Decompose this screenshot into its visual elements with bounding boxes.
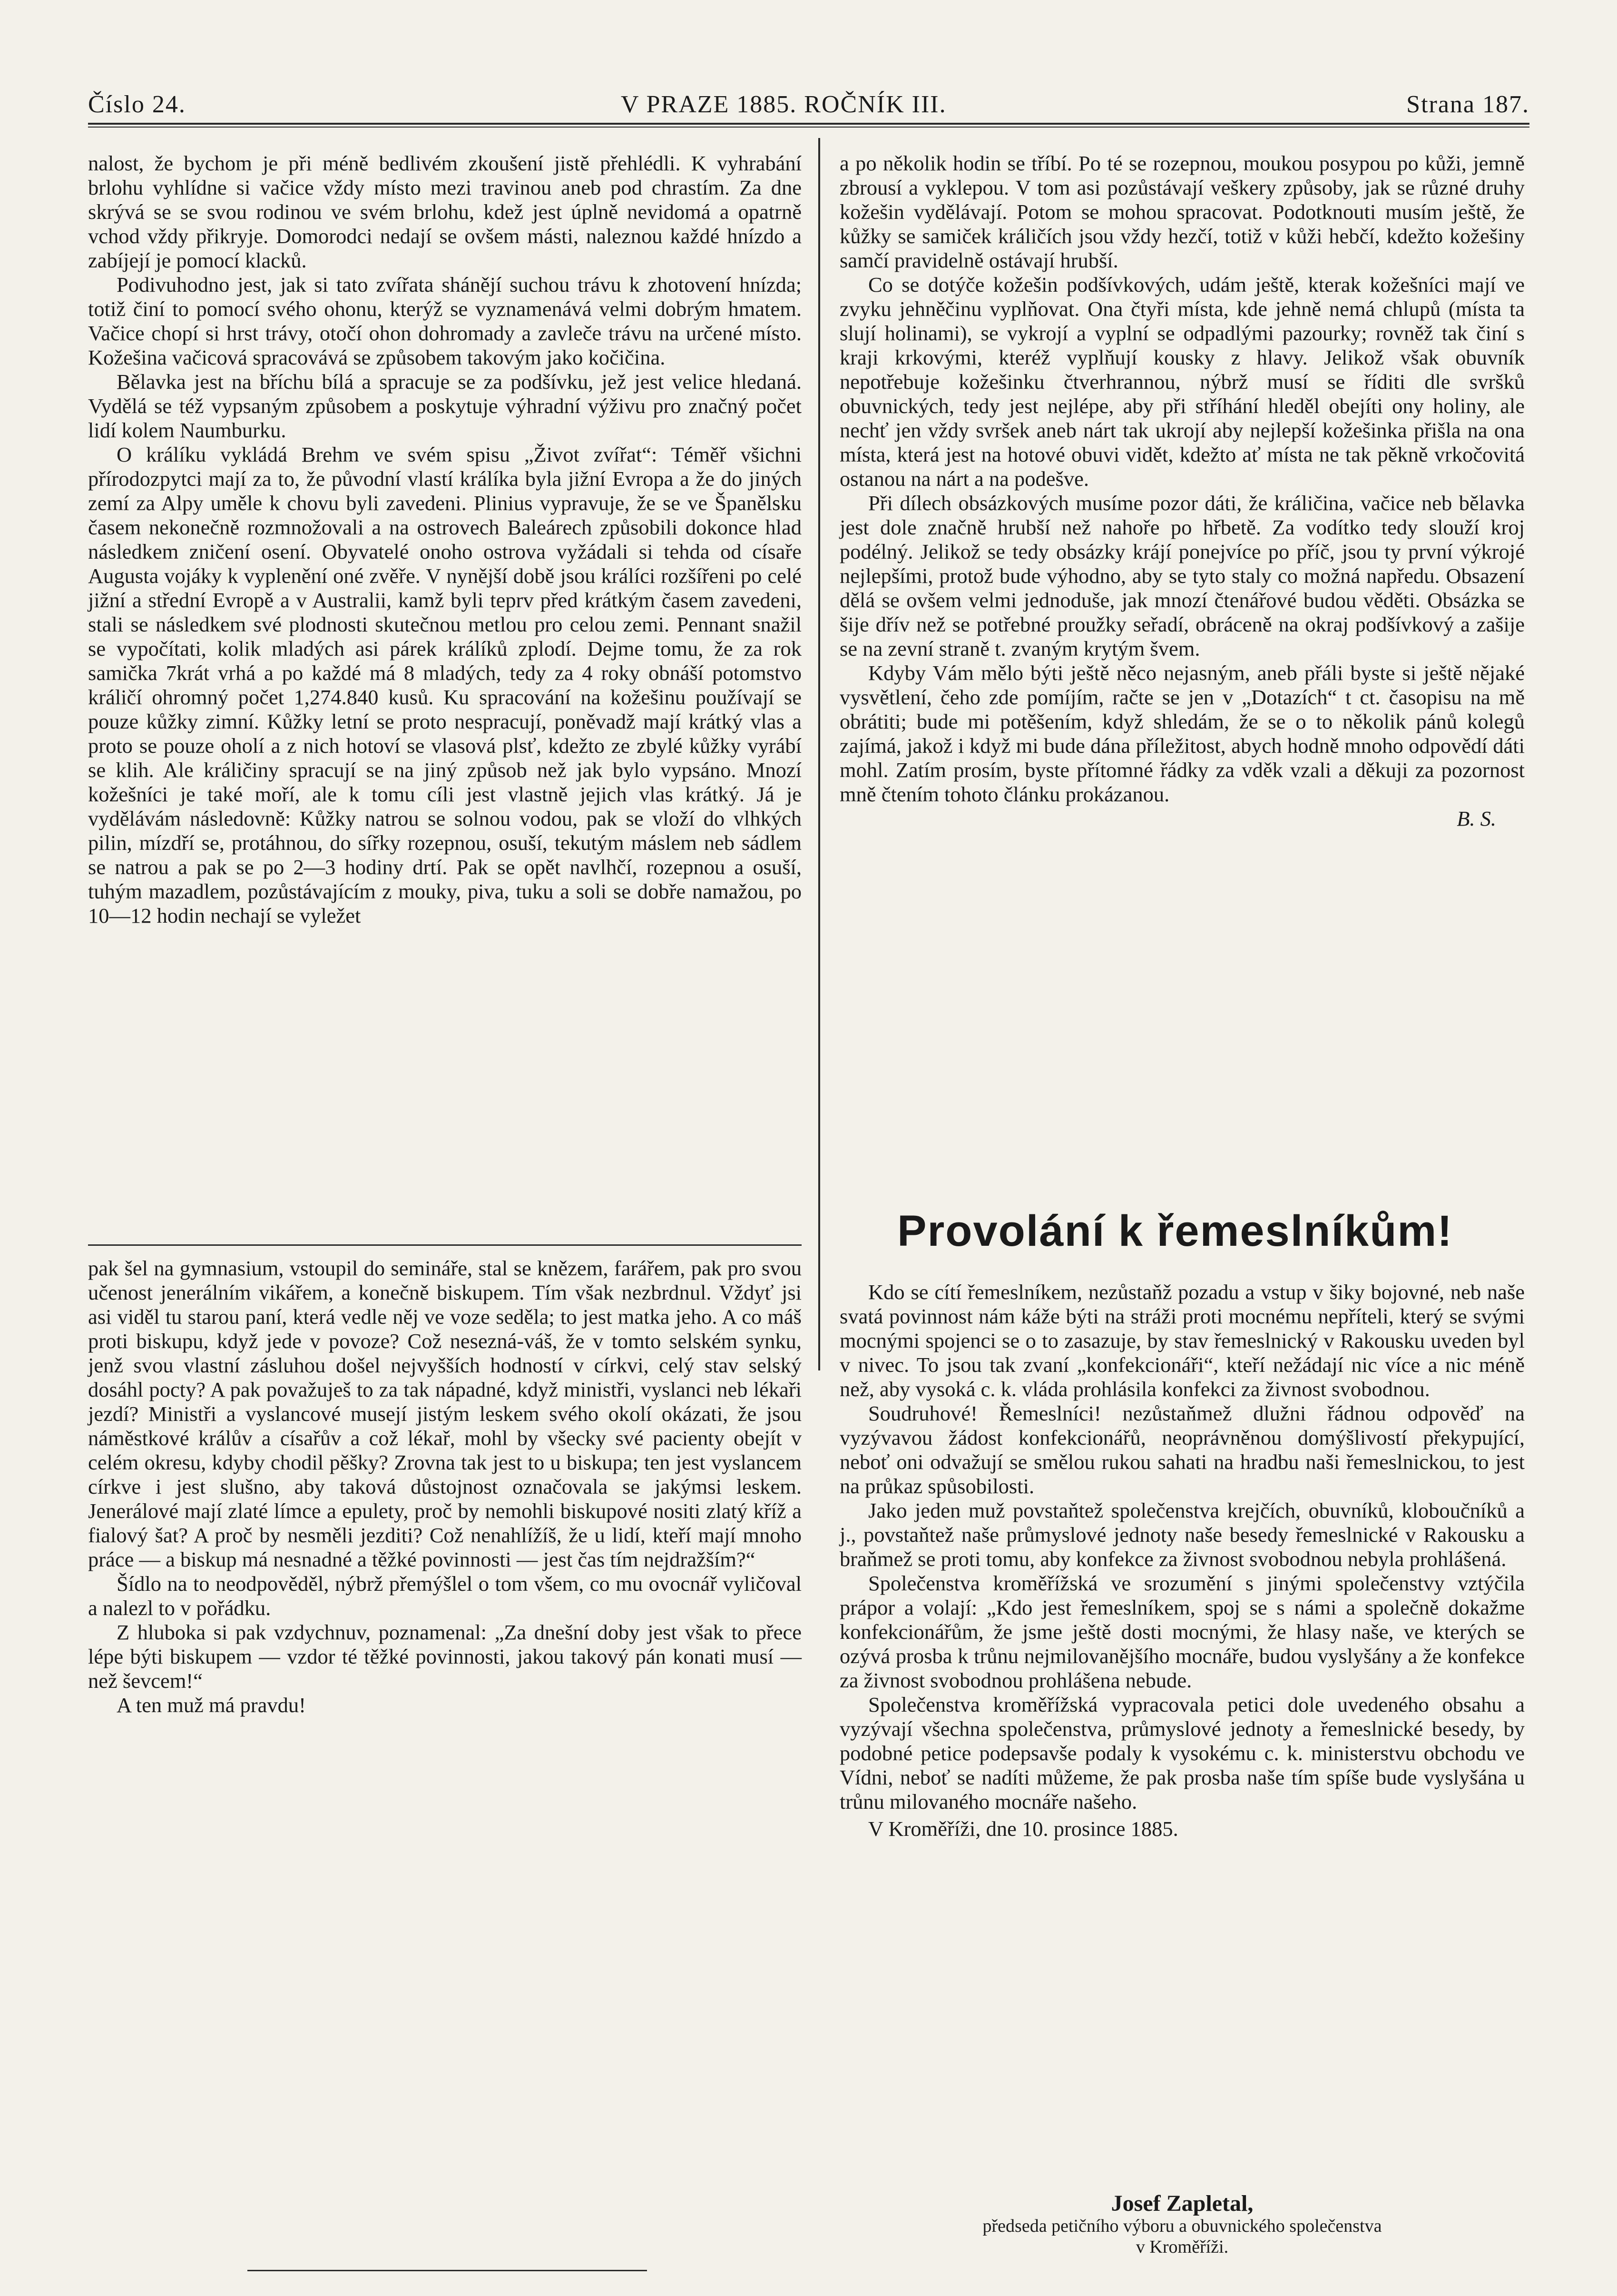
page-number: Strana 187.: [1406, 91, 1529, 118]
header-rule-thin: [88, 127, 1529, 128]
paragraph: a po několik hodin se tříbí. Po té se rozepnou, moukou posypou po kůži, jemně zbrousí a vyklepou. V tom asi pozůstávají veškery způsoby, jak se různé druhy kožešin vydělávají. Potom se mohou spracovat. Podotknouti musím ještě, že kůžky se samiček králičích jsou vždy hezčí, totiž v kůži hebčí, kdežto kožešiny samčí pravidelně ostávají hrubší.: [840, 151, 1525, 272]
paragraph: Kdo se cítí řemeslníkem, nezůstaňž pozadu a vstup v šiky bojovné, neb naše svatá povinnost nám káže býti na stráži proti mocnému nepříteli, který se svými mocnými spojenci se o to zasazuje, by stav řemeslnický v Rakousku uveden byl v nivec. To jsou tak zvaní „konfekcionáři“, kteří nežádají nic více a nic méně než, aby vysoká c. k. vláda prohlásila konfekci za živnost svobodnou.: [840, 1280, 1525, 1401]
paragraph: O králíku vykládá Brehm ve svém spisu „Život zvířat“: Téměř všichni přírodozpytci mají za to, že původní vlastí králíka byla jižní Evropa a že do jiných zemí za Alpy uměle k chovu byli zavedeni. Plinius vypravuje, že se ve Španělsku časem nekonečně rozmnožovali a na ostrovech Baleárech způsobili dokonce hlad následkem zničení osení. Obyvatelé onoho ostrova vyžádali si tehda od císaře Augusta vojáky k vyplenění oné zvěře. V nynější době jsou králíci rozšířeni po celé jižní a střední Evropě a v Australii, kamž byli teprv před krátkým časem zavedeni, stali se následkem své plodnosti skutečnou metlou pro celou zemi. Pennant snažil se vypočítati, kolik mladých asi párek králíků zplodí. Dejme tomu, že za rok samička 7krát vrhá a po každé má 8 mladých, tedy za 4 roky obnáší potomstvo králičí ohromný počet 1,274.840 kusů. Ku spracování na kožešinu používají se pouze kůžky zimní. Kůžky letní se proto nespracují, poněvadž mají krátký vlas a proto se pouze oholí a z nich hotoví se vlasová plsť, kdežto ze zbylé kůžky vyrábí se klih. Ale králičiny spracují se na jiný způsob než jak bylo vypsáno. Mnozí kožešníci je také moří, ale k tomu cíli jest vlastně jejich vlas krátký. Já je vydělávám následovně: Kůžky natrou se solnou vodou, pak se vloží do vlhkých pilin, mízdří se, protáhnou, do sířky rozepnou, osuší, tekutým máslem neb sádlem se natrou a pak se po 2—3 hodiny drtí. Pak se opět navlhčí, rozepnou a osuší, tuhým mazadlem, pozůstávajícím z mouky, piva, tuku a soli se dobře namažou, po 10—12 hodin nechají se vyležet: [88, 443, 802, 927]
signer-role: předseda petičního výboru a obuvnického společenstva: [982, 2216, 1382, 2236]
paragraph: Bělavka jest na bříchu bílá a spracuje se za podšívku, jež jest velice hledaná. Vydělá se též vypsaným způsobem a poskytuje výhradní výživu pro značný počet lidí kolem Naumburku.: [88, 370, 802, 442]
page-header: [88, 81, 1529, 124]
paragraph: Společenstva kroměřížská ve srozumění s jinými společenstvy vztýčila prápor a volají: „Kdo jest řemeslníkem, spoj se s námi a společně dokažme konfekcionářům, že jsme ještě dosti mocnými, že hlasy naše, ve kterých se ozývá prosba k trůnu nejmilovanějšího mocnáře, budou vyslyšány a že konfekce za živnost svobodnou prohlášena nebude.: [840, 1571, 1525, 1692]
right-column-top: [840, 151, 1525, 831]
column-divider: [818, 138, 820, 1370]
paragraph: Soudruhové! Řemeslníci! nezůstaňmež dlužni řádnou odpověď na vyzývavou žádost konfekcionářů, neoprávněnou domýšlivostí překypující, neboť oni odvažují se smělou rukou sahati na hradbu naši řemeslnickou, to jest na průkaz spůsobilosti.: [840, 1401, 1525, 1498]
paragraph: Co se dotýče kožešin podšívkových, udám ještě, kterak kožešníci mají ve zvyku jehněčinu vyplňovat. Ona čtyři místa, kde jehně nemá chlupů (místa ta slují holinami), se vykrojí a vyplní se odpadlými pazourky; rovněž tak činí s kraji krkovými, kteréž vyplňují kousky z hlavy. Jelikož však obuvník nepotřebuje kožešinku čtverhrannou, nýbrž musí se říditi dle svršků obuvnických, tedy jest nejlépe, aby při stříhání hleděl obejíti ony holiny, ale nechť jen vždy svršek aneb nárt tak ukrojí aby nejlepší kožešinka přišla na ona místa, která jest na hotové obuvi vidět, kdežto ať místa ne tak pěkně vrkočovitá ostanou na nárt a na podešve.: [840, 273, 1525, 491]
header-rule: [88, 123, 1529, 125]
paragraph: Kdyby Vám mělo býti ještě něco nejasným, aneb přáli byste si ještě nějaké vysvětlení, čeho zde pomíjím, račte se jen v „Dotazích“ t ct. časopisu na mě obrátiti; bude mi potěšením, když shledám, že se o to několik pánů kolegů zajímá, jakož i když mi bude dána příležitost, abych hodně mnoho odpovědí dáti mohl. Zatím prosím, byste přítomné řádky za vděk vzali a děkuji za pozornost mně čtením tohoto článku prokázanou.: [840, 661, 1525, 806]
paragraph: Společenstva kroměřížská vypracovala petici dole uvedeného obsahu a vyzývají všechna společenstva, průmyslové jednoty a řemeslnické besedy, by podobné petice podepsavše podaly k vysokému c. k. ministerstvu obchodu ve Vídni, neboť se nadíti můžeme, že pak prosba naše tím spíše bude vyslyšána u trůnu milovaného mocnáře našeho.: [840, 1693, 1525, 1813]
paragraph: Jako jeden muž povstaňtež společenstva krejčích, obuvníků, kloboučníků a j., povstaňtež naše průmyslové jednoty naše besedy řemeslnické v Rakousku a braňmež se proti tomu, aby konfekce za živnost svobodnou nebyla prohlášená.: [840, 1498, 1525, 1571]
paragraph: nalost, že bychom je při méně bedlivém zkoušení jistě přehlédli. K vyhrabání brlohu vyhlídne si vačice vždy místo mezi travinou aneb pod chrastím. Za dne skrývá se se svou rodinou ve svém brlohu, kdež jest úplně nevidomá a opatrně vchod vždy přikryje. Domorodci nedají se ovšem másti, naleznou každé hnízdo a zabíjejí je pomocí klacků.: [88, 151, 802, 272]
author-initials: B. S.: [1457, 807, 1496, 830]
paragraph: Při dílech obsázkových musíme pozor dáti, že králičina, vačice neb bělavka jest dole značně hrubší než nahoře po hřbetě. Za vodítko tedy slouží kroj podélný. Jelikož se tedy obsázky krájí ponejvíce po příč, jsou ty první výkrojé nejlepšími, protož bude výhodno, aby se tyto staly co možná napředu. Obsazení dělá se ovšem velmi jednoduše, jak mnozí čtenářové budou věděti. Obsázka se šije dřív než se potřebné proužky seřadí, obráceně na okraj podšívkový a zašije se na zevní straně t. zvaným krytým švem.: [840, 491, 1525, 660]
issue-number: Číslo 24.: [88, 91, 186, 118]
paragraph: Podivuhodno jest, jak si tato zvířata shánějí suchou trávu k zhotovení hnízda; totiž činí to pomocí svého ohonu, kterýž se vyznamenává velmi dobrým hmatem. Vačice chopí si hrst trávy, otočí ohon dohromady a zavleče trávu na určené místo. Kožešina vačicová spracovává se způsobem takovým jako kočičina.: [88, 273, 802, 369]
appeal-title: Provolání k řemeslníkům!: [897, 1207, 1453, 1255]
right-column-appeal: [840, 1280, 1525, 1841]
paragraph: pak šel na gymnasium, vstoupil do semináře, stal se knězem, farářem, pak pro svou učenost jenerálním vikářem, a konečně biskupem. Tím však nezbrdnul. Vždyť jsi asi viděl tu starou paní, která vedle něj ve voze seděla; to jest matka jeho. A co máš proti biskupu, když jede v povoze? Což nesezná-váš, že v tomto selském synku, jenž svou vlastní zásluhou došel nejvyšších hodností v církvi, celý stav selský dosáhl pocty? A pak považuješ to za tak nápadné, když ministři, vyslanci neb lékaři jezdí? Ministři a vyslancové musejí jistým leskem svého okolí okázati, že jsou náměstkové králův a císařův a což lékař, mohl by všecky své pacienty obejít v celém okresu, kdyby chodil pěšky? Zrovna tak jest to u biskupa; ten jest vyslancem církve i jest slušno, aby taková důstojnost označovala se jakýmsi leskem. Jenerálové mají zlaté límce a epulety, proč by nemohli biskupové nositi zlatý kříž a fialový šat? A proč by nesměli jezditi? Což nenahlížíš, že u lidí, kteří mají mnoho práce — a biskup má nesnadné a těžké povinnosti — jest čas tím nejdražším?“: [88, 1256, 802, 1571]
left-column-break: [88, 1244, 802, 1246]
left-column-bottom: [88, 1256, 802, 1717]
paragraph: A ten muž má pravdu!: [117, 1693, 306, 1717]
signer-place: v Kroměříži.: [1136, 2237, 1229, 2257]
place-year: V PRAZE 1885. ROČNÍK III.: [621, 91, 947, 118]
paragraph: Z hluboka si pak vzdychnuv, poznamenal: „Za dnešní doby jest však to přece lépe býti biskupem — vzdor té těžké povinnosti, jakou takový pán konati musí — než ševcem!“: [88, 1620, 802, 1693]
signer-name: Josef Zapletal,: [1111, 2191, 1254, 2216]
paragraph: Šídlo na to neodpověděl, nýbrž přemýšlel o tom všem, co mu ovocnář vyličoval a nalezl to v pořádku.: [88, 1572, 802, 1620]
dateline: V Kroměříži, dne 10. prosince 1885.: [868, 1817, 1178, 1841]
signature-block: [840, 2191, 1525, 2257]
left-column-end: [247, 2270, 647, 2271]
left-column-top: [88, 151, 802, 928]
